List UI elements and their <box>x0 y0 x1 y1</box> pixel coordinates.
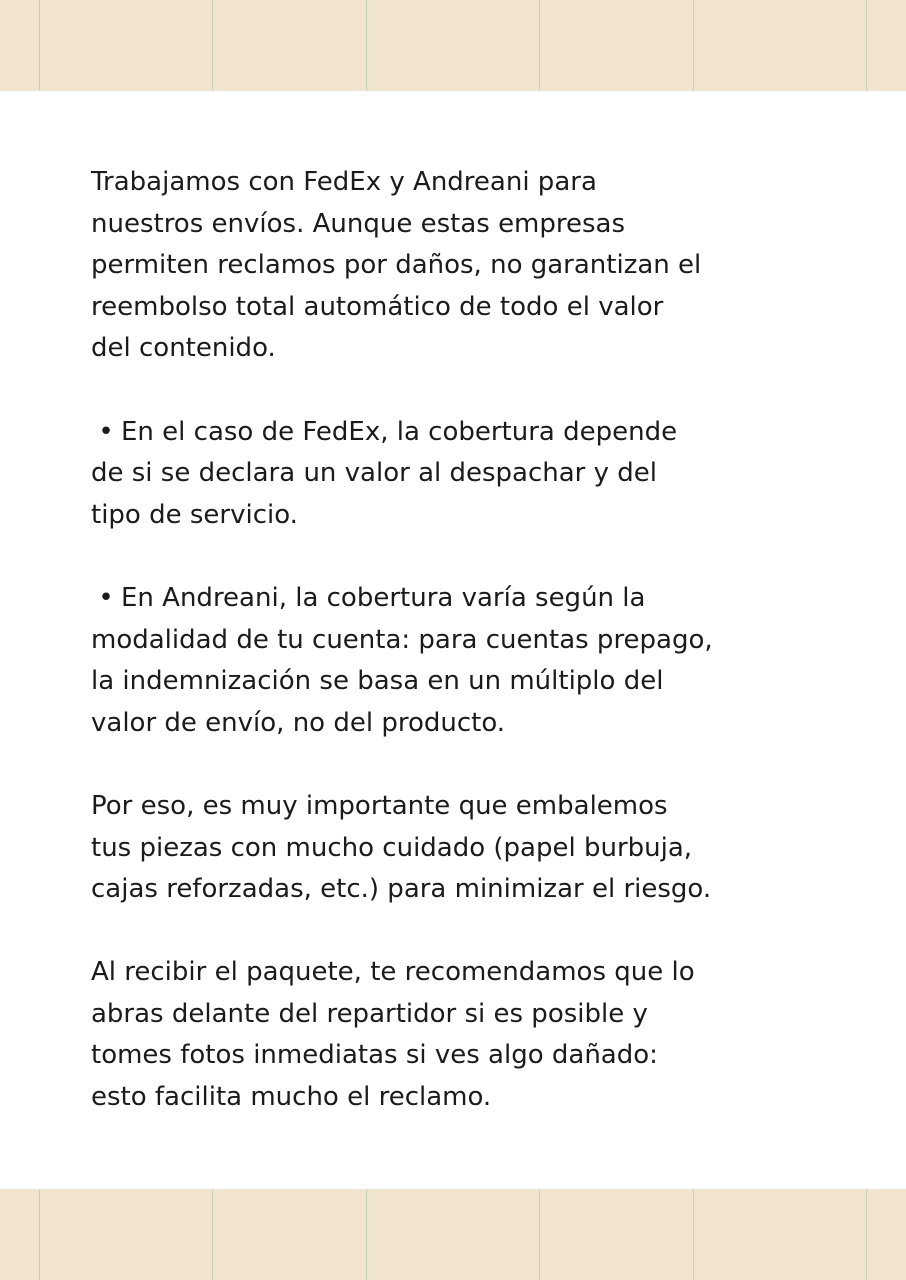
band-stripe <box>539 0 540 91</box>
top-decorative-band <box>0 0 906 91</box>
intro-paragraph: Trabajamos con FedEx y Andreani para nuestros envíos. Aunque estas empresas permiten reclamos por daños, no garantizan el reembolso total automático de todo el valor del contenido. <box>91 167 702 364</box>
band-stripe <box>693 1189 694 1280</box>
band-stripe <box>212 1189 213 1280</box>
band-stripe <box>539 1189 540 1280</box>
band-stripe <box>366 0 367 91</box>
band-stripe <box>866 1189 867 1280</box>
bottom-decorative-band <box>0 1189 906 1280</box>
band-stripe <box>39 1189 40 1280</box>
band-stripe <box>866 0 867 91</box>
packaging-paragraph: Por eso, es muy importante que embalemos tus piezas con mucho cuidado (papel burbuja, cajas reforzadas, etc.) para minimizar el riesgo. <box>91 790 712 905</box>
fedex-bullet-text: En el caso de FedEx, la cobertura depende de si se declara un valor al despachar y del tipo de servicio. <box>91 416 678 530</box>
bullet-icon: • <box>98 582 114 613</box>
bullet-icon: • <box>98 416 114 447</box>
band-stripe <box>693 0 694 91</box>
shipping-info-text <box>91 162 741 1119</box>
receiving-paragraph: Al recibir el paquete, te recomendamos que lo abras delante del repartidor si es posible y tomes fotos inmediatas si ves algo dañado: esto facilita mucho el reclamo. <box>91 957 695 1113</box>
andreani-bullet-text: En Andreani, la cobertura varía según la modalidad de tu cuenta: para cuentas prepago, la indemnización se basa en un múltiplo del valor de envío, no del producto. <box>91 582 713 738</box>
fedex-bullet-item <box>91 412 741 537</box>
band-stripe <box>39 0 40 91</box>
band-stripe <box>212 0 213 91</box>
andreani-bullet-item <box>91 578 741 744</box>
band-stripe <box>366 1189 367 1280</box>
